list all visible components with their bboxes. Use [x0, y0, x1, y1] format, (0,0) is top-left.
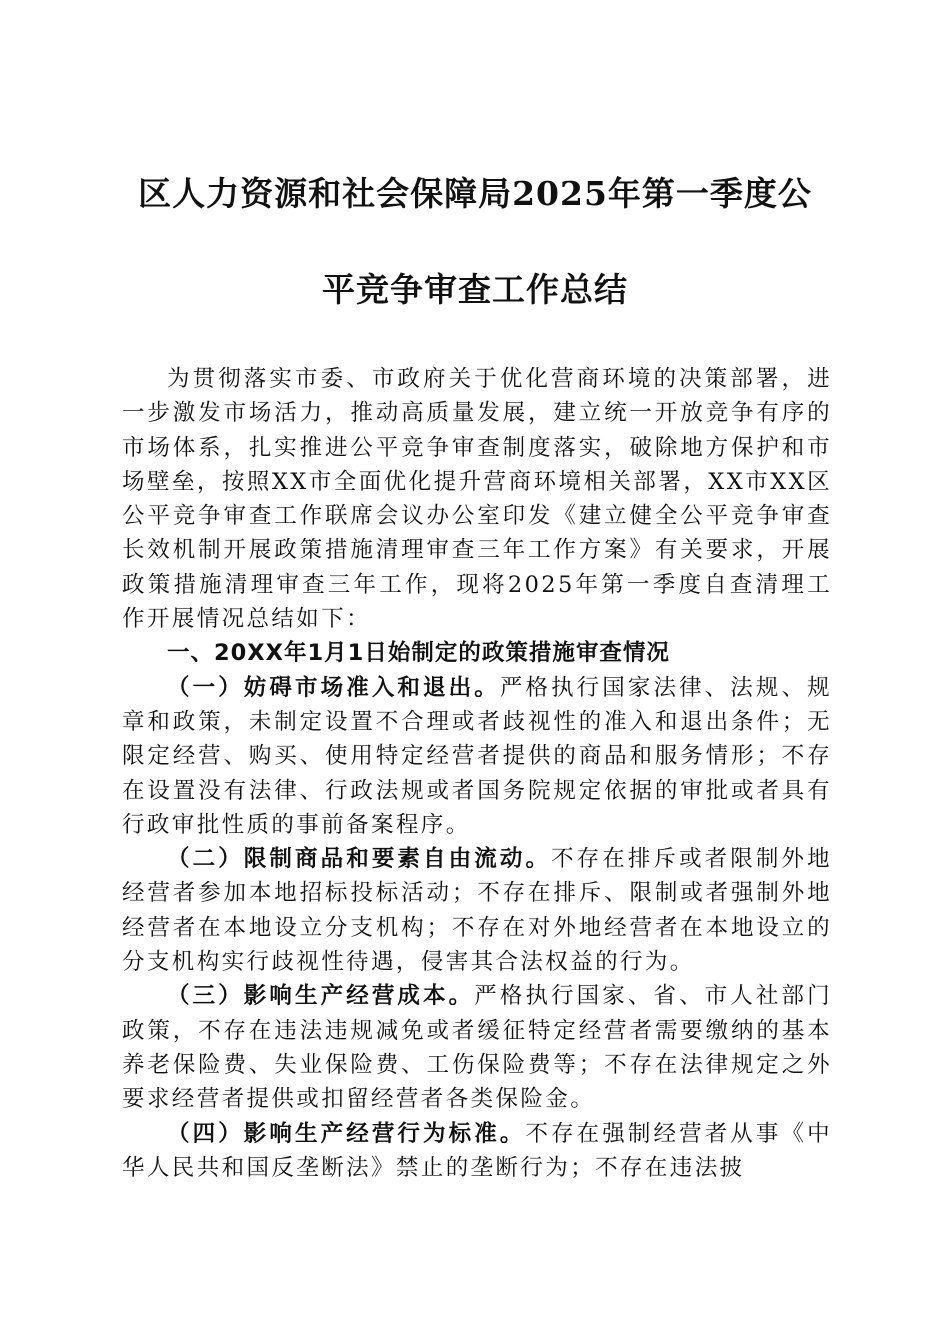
- item-paragraph-4: [122, 1117, 832, 1186]
- item-lead-1: （一）妨碍市场准入和退出。: [167, 674, 500, 701]
- document-title-line-1: 区人力资源和社会保障局2025年第一季度公: [138, 174, 812, 213]
- item-text-4: 不存在强制经营者从事《中华人民共和国反垄断法》禁止的垄断行为；不存在违法披: [122, 1120, 832, 1181]
- item-lead-2: （二）限制商品和要素自由流动。: [167, 846, 552, 873]
- item-paragraph-1: [122, 671, 832, 842]
- item-text-2: 不存在排斥或者限制外地经营者参加本地招标投标活动；不存在排斥、限制或者强制外地经营者在本地设立分支机构；不存在对外地经营者在本地设立的分支机构实行歧视性待遇，侵害其合法权益的行为。: [122, 846, 832, 976]
- intro-paragraph: 为贯彻落实市委、市政府关于优化营商环境的决策部署，进一步激发市场活力，推动高质量发展，建立统一开放竞争有序的市场体系，扎实推进公平竞争审查制度落实，破除地方保护和市场壁垒，按照XX市全面优化提升营商环境相关部署，XX市XX区公平竞争审查工作联席会议办公室印发《建立健全公平竞争审查长效机制开展政策措施清理审查三年工作方案》有关要求，开展政策措施清理审查三年工作，现将2025年第一季度自查清理工作开展情况总结如下：: [122, 366, 832, 633]
- item-paragraph-2: [122, 842, 832, 979]
- item-paragraph-3: [122, 979, 832, 1116]
- item-lead-4: （四）影响生产经营行为标准。: [167, 1120, 526, 1147]
- item-lead-3: （三）影响生产经营成本。: [167, 983, 475, 1010]
- section-1-heading: 一、20XX年1月1日始制定的政策措施审查情况: [167, 640, 670, 667]
- document-body: [122, 362, 832, 1185]
- item-text-3: 严格执行国家、省、市人社部门政策，不存在违法违规减免或者缓征特定经营者需要缴纳的基本养老保险费、失业保险费、工伤保险费等；不存在法律规定之外要求经营者提供或扣留经营者各类保险金。: [122, 983, 832, 1113]
- item-text-1: 严格执行国家法律、法规、规章和政策，未制定设置不合理或者歧视性的准入和退出条件；无限定经营、购买、使用特定经营者提供的商品和服务情形；不存在设置没有法律、行政法规或者国务院规定依据的审批或者具有行政审批性质的事前备案程序。: [122, 674, 833, 838]
- document-title-line-2: 平竞争审查工作总结: [322, 270, 628, 309]
